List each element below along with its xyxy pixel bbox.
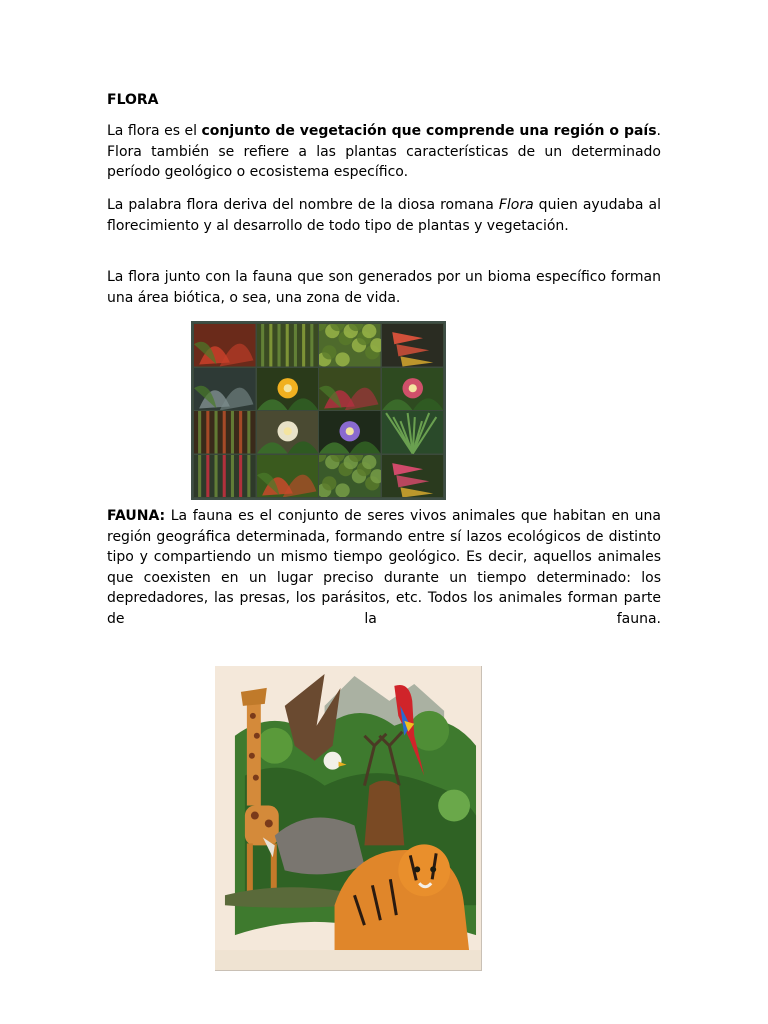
text-run: La flora es el [107,123,202,139]
flora-photo-tile [382,455,444,498]
flora-photo-tile [194,411,256,454]
flora-photo-tile [257,368,319,411]
italic-run: Flora [498,197,534,213]
flora-photo-tile [257,324,319,367]
flora-photo-tile [194,455,256,498]
bold-run: conjunto de vegetación que comprende una región o país [201,123,657,139]
text-run: quien ayudaba al florecimiento y al desarrollo de todo tipo de plantas y vegetación. [107,197,662,234]
text-run: La palabra flora deriva del nombre de la diosa romana [107,197,499,213]
flora-photo-tile [194,368,256,411]
flora-photo-tile [257,455,319,498]
fauna-illustration-art [215,666,481,970]
text-run: . Flora también se refiere a las plantas características de un determinado período geológico o ecosistema específico. [107,123,661,181]
flora-photo-tile [319,411,381,454]
fauna-text: La fauna es el conjunto de seres vivos animales que habitan en una región geográfica determinada, formando entre sí lazos ecológicos de distinto tipo y compartiendo un mismo tiempo geológico. Es decir, aquellos animales que coexisten en un lugar preciso durante un tiempo determinado: los depredadores, las presas, los parásitos, etc. Todos los animales forman parte de la fauna. [107,508,661,627]
flora-paragraph-definition [107,121,661,183]
flora-photo-tile [382,368,444,411]
flora-photo-tile [319,455,381,498]
flora-heading: FLORA [107,92,159,108]
flora-paragraph-biome: La flora junto con la fauna que son generados por un bioma específico forman una área biótica, o sea, una zona de vida. [107,269,661,306]
fauna-paragraph [107,506,661,630]
flora-photo-tile [257,411,319,454]
flora-photo-tile [194,324,256,367]
fauna-illustration-image [215,666,482,971]
fauna-label: FAUNA: [107,508,166,524]
flora-paragraph-etymology [107,195,661,236]
flora-photo-tile [319,368,381,411]
flora-collage-image [191,321,446,500]
flora-photo-tile [382,324,444,367]
flora-photo-tile [382,411,444,454]
flora-photo-tile [319,324,381,367]
